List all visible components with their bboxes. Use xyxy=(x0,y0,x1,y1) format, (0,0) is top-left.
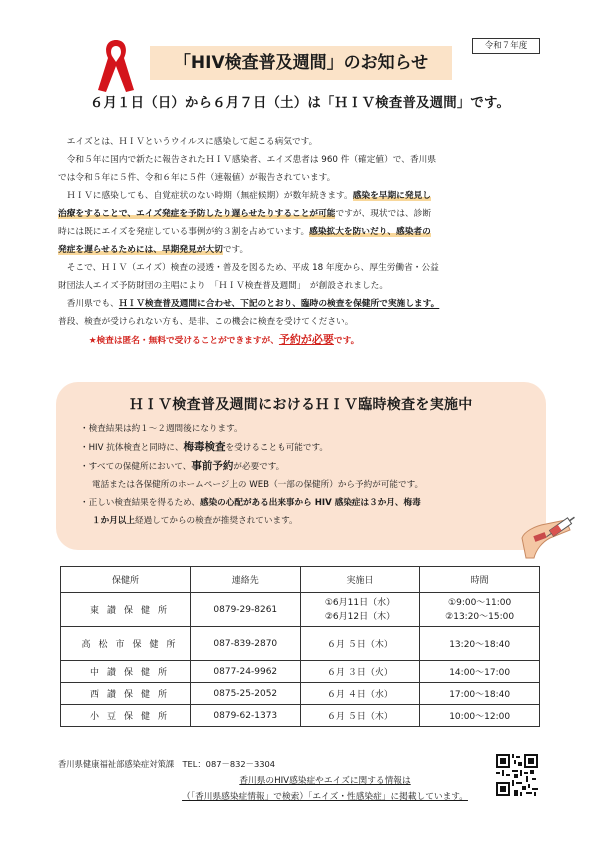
paragraph: エイズとは、ＨＩＶというウイルスに感染して起こる病気です。 xyxy=(66,137,318,147)
column-header: 保健所 xyxy=(61,567,191,593)
clinic-phone: 0875-25-2052 xyxy=(190,683,300,705)
list-item: ・検査結果は約１～２週間後になります。 xyxy=(80,424,243,434)
page-title: 「HIV検査普及週間」のお知らせ xyxy=(150,46,452,80)
test-date: ６月 ５日（木） xyxy=(300,705,420,727)
year-tag: 令和７年度 xyxy=(472,38,540,54)
reservation-note: ★検査は匿名・無料で受けることができますが、予約が必要です。 xyxy=(88,333,360,346)
list-item: ・すべての保健所において、事前予約が必要です。 xyxy=(80,460,285,472)
paragraph: そこで、ＨＩＶ（エイズ）検査の浸透・普及を図るため、平成 18 年度から、厚生労働省・公益 xyxy=(66,263,439,273)
list-item-sub: 電話または各保健所のホームページ上の WEB（一部の保健所）から予約が可能です。 xyxy=(92,480,424,490)
table-row xyxy=(61,661,540,683)
table-header-row xyxy=(61,567,540,593)
test-date: ６月 ３日（火） xyxy=(300,661,420,683)
paragraph-cont: 財団法人エイズ予防財団の主唱により 「ＨＩＶ検査普及週間」 が創設されました。 xyxy=(58,281,389,291)
test-time: ①9:00～11:00 ②13:20～15:00 xyxy=(420,593,540,627)
clinic-phone: 087-839-2870 xyxy=(190,627,300,661)
paragraph: ＨＩＶに感染しても、自覚症状のない時期（無症候期）が数年続きます。感染を早期に発見し xyxy=(66,191,431,201)
paragraph-cont: 時には既にエイズを発症している事例が約３割を占めています。感染拡大を防いだり、感染者の xyxy=(58,227,431,237)
test-time: 17:00～18:40 xyxy=(420,683,540,705)
table-row xyxy=(61,593,540,627)
qr-code[interactable] xyxy=(496,754,538,796)
paragraph: 令和５年に国内で新たに報告されたＨＩＶ感染者、エイズ患者は 960 件（確定値）で、香川県 xyxy=(66,155,437,165)
list-item: ・HIV 抗体検査と同時に、梅毒検査を受けることも可能です。 xyxy=(80,441,328,453)
table-row xyxy=(61,705,540,727)
test-date: ６月 ５日（木） xyxy=(300,627,420,661)
clinic-phone: 0877-24-9962 xyxy=(190,661,300,683)
column-header: 時間 xyxy=(420,567,540,593)
table-row xyxy=(61,627,540,661)
body-text xyxy=(58,133,568,350)
test-date: ６月 ４日（水） xyxy=(300,683,420,705)
paragraph-cont: では令和５年に５件、令和６年に５件（速報値）が報告されています。 xyxy=(58,173,336,183)
clinic-name: 中讃保健所 xyxy=(61,661,191,683)
clinic-name: 高松市保健所 xyxy=(61,627,191,661)
clinic-name: 小豆保健所 xyxy=(61,705,191,727)
clinic-phone: 0879-62-1373 xyxy=(190,705,300,727)
syringe-arm-icon xyxy=(520,508,578,560)
test-time: 10:00～12:00 xyxy=(420,705,540,727)
table-row xyxy=(61,683,540,705)
list-item-sub: １か月以上経過してからの検査が推奨されています。 xyxy=(92,516,298,526)
red-ribbon-icon xyxy=(92,34,140,96)
clinic-name: 西讃保健所 xyxy=(61,683,191,705)
schedule-table xyxy=(60,566,540,727)
paragraph-cont: 発症を遅らせるためには、早期発見が大切です。 xyxy=(58,245,249,255)
department-contact: 香川県健康福祉部感染症対策課 TEL：087－832－3304 xyxy=(58,759,276,769)
list-item: ・正しい検査結果を得るため、感染の心配がある出来事から HIV 感染症は３か月、梅毒 xyxy=(80,498,421,508)
test-date: ①6月11日（水） ②6月12日（木） xyxy=(300,593,420,627)
paragraph-cont: 治療をすることで、エイズ発症を予防したり遅らせたりすることが可能ですが、現状では、診断 xyxy=(58,209,432,219)
clinic-name: 東讃保健所 xyxy=(61,593,191,627)
paragraph-cont: 普段、検査が受けられない方も、是非、この機会に検査を受けてください。 xyxy=(58,317,354,327)
column-header: 実施日 xyxy=(300,567,420,593)
column-header: 連絡先 xyxy=(190,567,300,593)
headline: ６月１日（日）から６月７日（土）は「ＨＩＶ検査普及週間」です。 xyxy=(89,96,511,111)
test-time: 13:20～18:40 xyxy=(420,627,540,661)
campaign-list xyxy=(80,420,540,530)
test-time: 14:00～17:00 xyxy=(420,661,540,683)
campaign-title: ＨＩＶ検査普及週間におけるＨＩＶ臨時検査を実施中 xyxy=(129,397,473,413)
paragraph: 香川県でも、ＨＩＶ検査普及週間に合わせ、下記のとおり、臨時の検査を保健所で実施します。 xyxy=(66,299,440,309)
info-link-text[interactable]: 香川県のHIV感染症やエイズに関する情報は （「香川県感染症情報」で検索）「エイズ・性感染症」に掲載しています。 xyxy=(182,776,468,802)
clinic-phone: 0879-29-8261 xyxy=(190,593,300,627)
